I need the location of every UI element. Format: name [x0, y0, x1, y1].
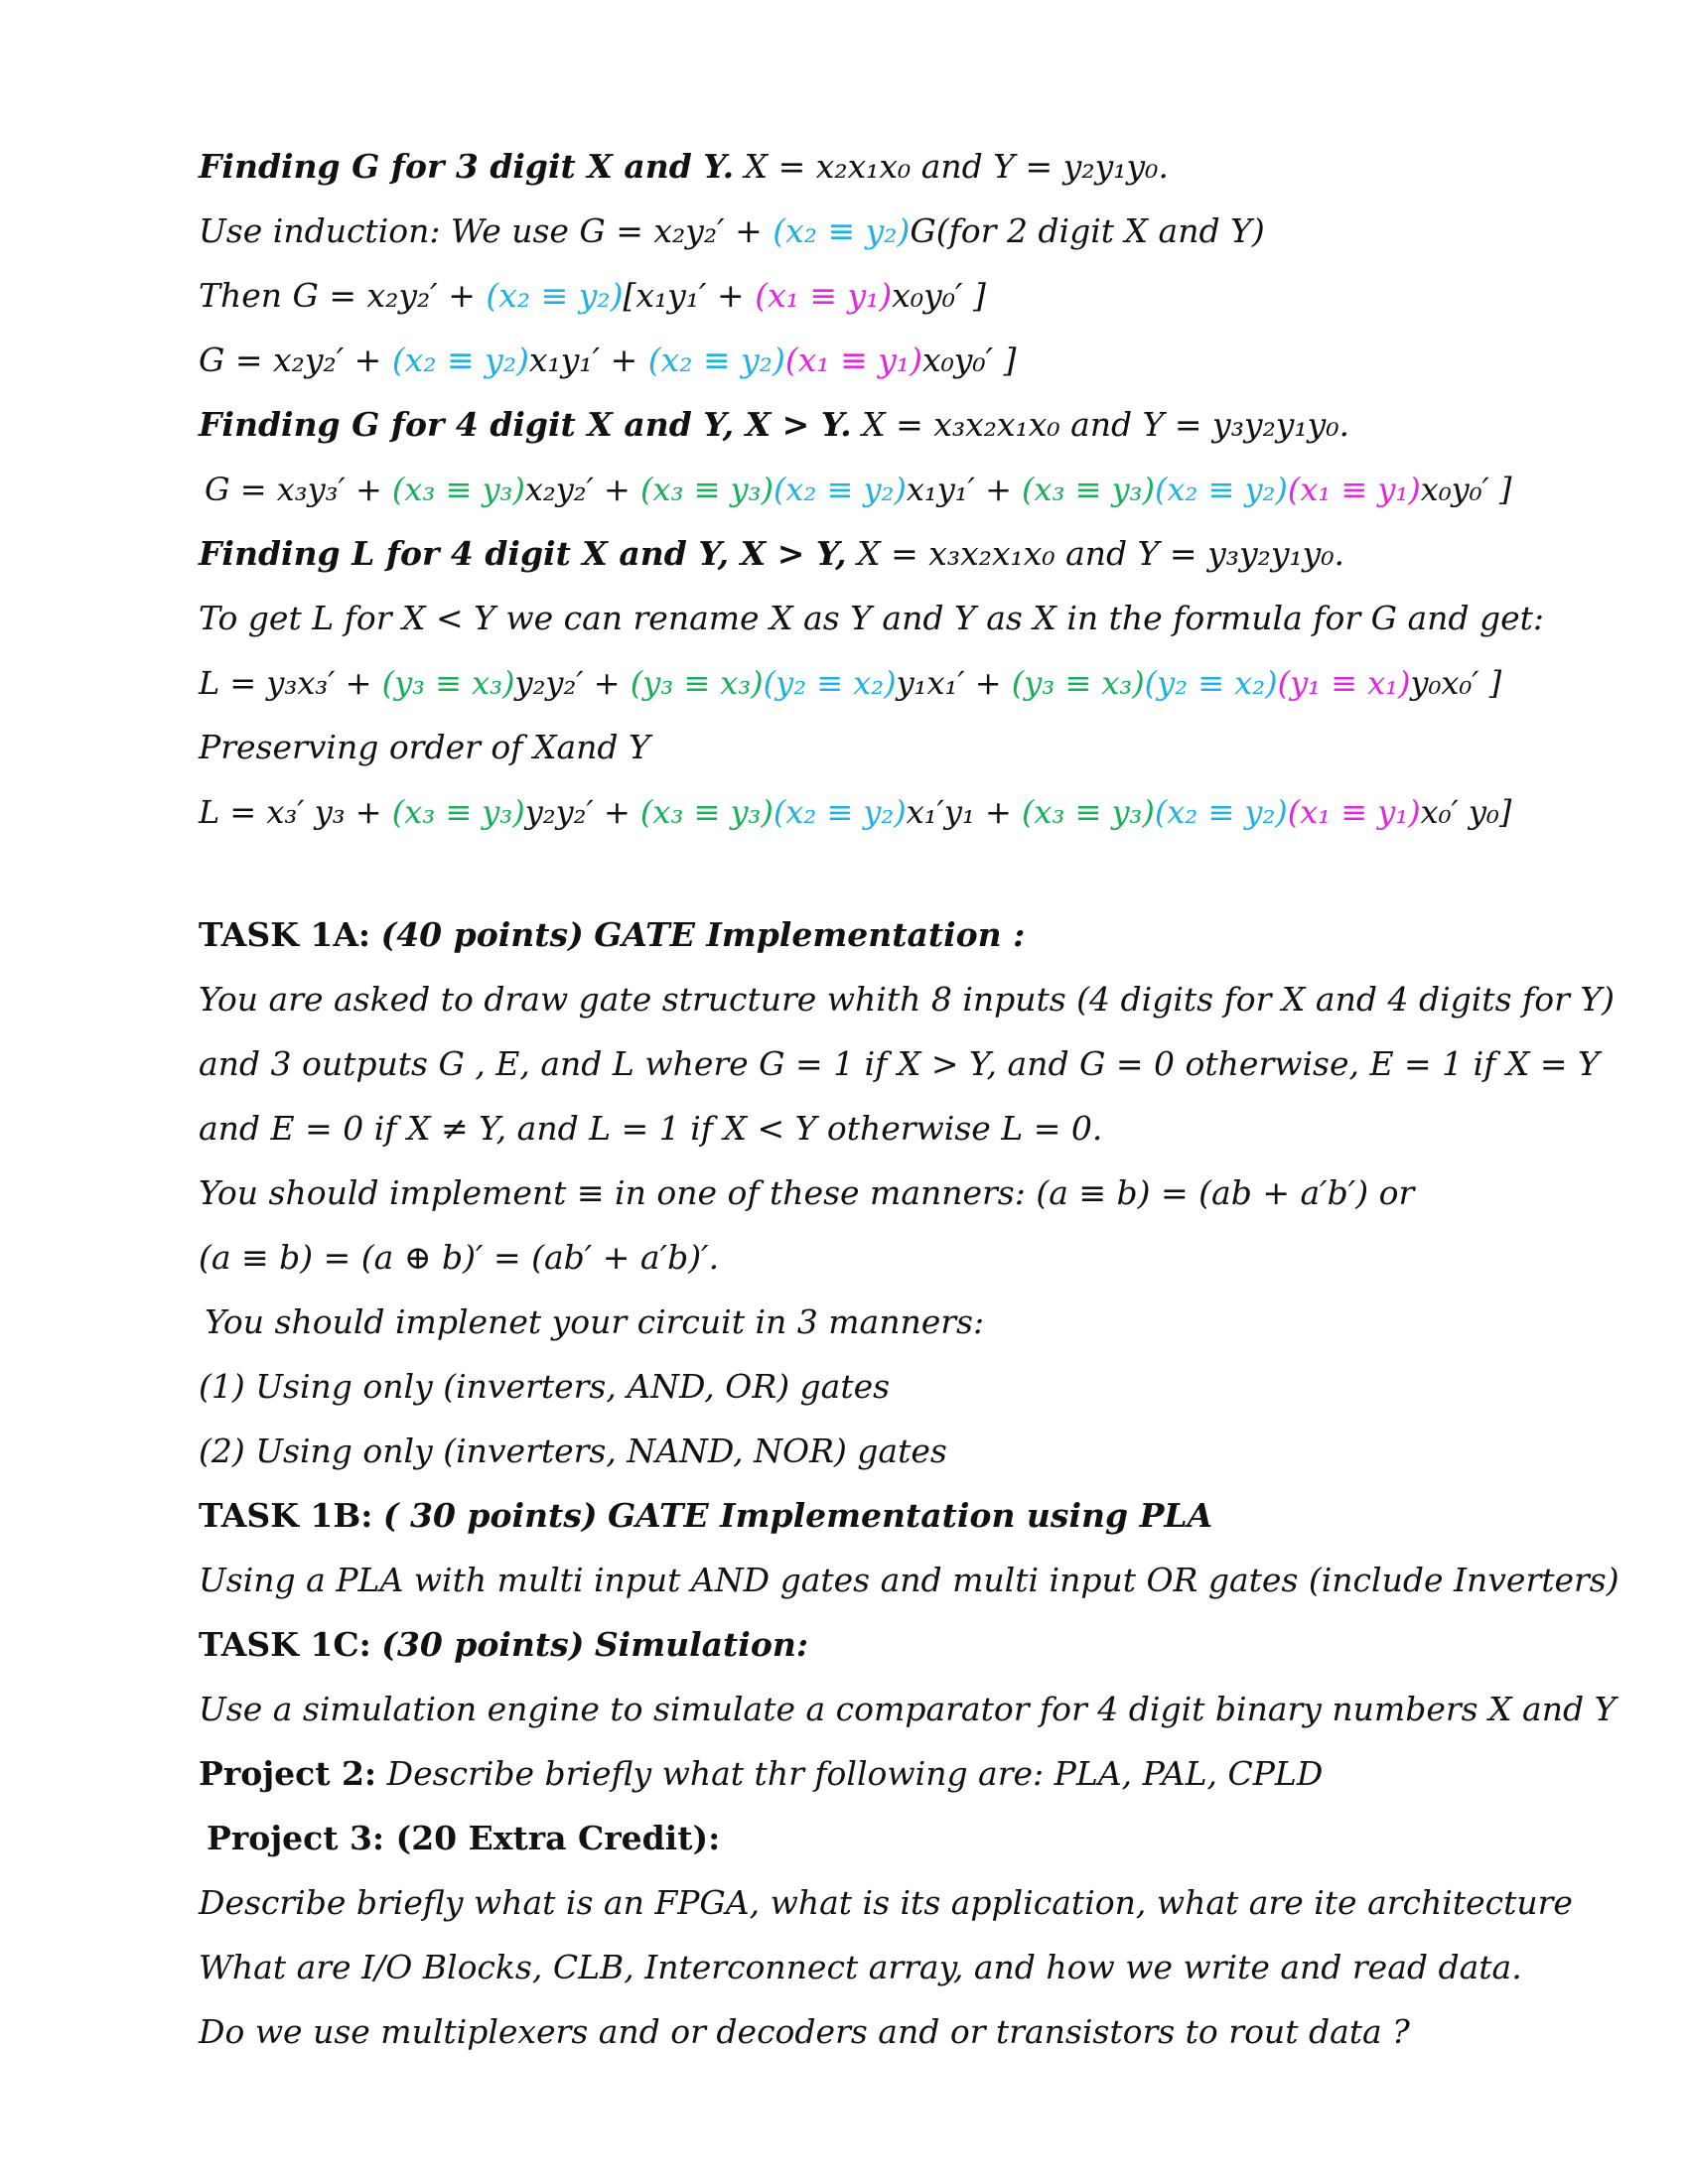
- then-magenta: (x₁ ≡ y₁): [755, 276, 893, 315]
- heading-g-3-digit-def: X = x₂x₁x₀ and Y = y₂y₁y₀.: [744, 147, 1169, 186]
- g4-green1: (x₃ ≡ y₃): [391, 471, 525, 508]
- task-1c-points: (30 points): [381, 1625, 585, 1664]
- l4-b: y₁x₁′ +: [896, 664, 1012, 702]
- task-1b-heading: [199, 1496, 1212, 1536]
- l4-pre: L = y₃x₃′ +: [199, 664, 382, 702]
- project-2-text: Describe briefly what thr following are: PLA, PAL, CPLD: [386, 1754, 1324, 1793]
- l4-green1: (y₃ ≡ x₃): [381, 664, 515, 702]
- induction-pre: Use induction: We use G = x₂y₂′ +: [199, 211, 774, 250]
- task-1a-para-5: (a ≡ b) = (a ⊕ b)′ = (ab′ + a′b)′.: [199, 1238, 720, 1277]
- g4-post: x₀y₀′ ]: [1420, 471, 1512, 508]
- l4-green3: (y₃ ≡ x₃): [1011, 664, 1145, 702]
- g4-blue1: (x₂ ≡ y₂): [773, 471, 907, 508]
- preserving-order-note: Preserving order of Xand Y: [199, 728, 650, 766]
- then-post: x₀y₀′ ]: [892, 276, 986, 315]
- gexp-post: x₀y₀′ ]: [921, 341, 1017, 379]
- heading-g-3-digit: [199, 147, 1169, 187]
- task-1a-para-2: and 3 outputs G , E, and L where G = 1 if X > Y, and G = 0 otherwise, E = 1 if X = Y: [199, 1044, 1600, 1083]
- l4-blue1: (y₂ ≡ x₂): [763, 664, 897, 702]
- g4-blue2: (x₂ ≡ y₂): [1154, 471, 1288, 508]
- task-1c-label: TASK 1C:: [199, 1625, 371, 1664]
- g-expanded-line: [199, 341, 1017, 380]
- g4-magenta: (x₁ ≡ y₁): [1287, 471, 1421, 508]
- lp-green1: (x₃ ≡ y₃): [391, 793, 525, 831]
- g4-pre: G = x₃y₃′ +: [205, 471, 392, 508]
- then-mid: [x₁y₁′ +: [623, 276, 756, 315]
- task-1b-para: Using a PLA with multi input AND gates and multi input OR gates (include Inverters): [199, 1561, 1619, 1599]
- project-2-line: [199, 1754, 1323, 1794]
- gexp-blue1: (x₂ ≡ y₂): [391, 341, 529, 379]
- g4-b: x₁y₁′ +: [906, 471, 1023, 508]
- task-1a-option-2: (2) Using only (inverters, NAND, NOR) gates: [199, 1432, 947, 1470]
- heading-g-4-digit-def: X = x₃x₂x₁x₀ and Y = y₃y₂y₁y₀.: [862, 405, 1350, 444]
- gexp-mid: x₁y₁′ +: [528, 341, 648, 379]
- g4-green2: (x₃ ≡ y₃): [640, 471, 774, 508]
- project-3-para-3: Do we use multiplexers and or decoders and or transistors to rout data ?: [199, 2012, 1410, 2051]
- project-3-para-1: Describe briefly what is an FPGA, what is its application, what are ite architecture: [199, 1883, 1573, 1922]
- lp-a: y₂y₂′ +: [524, 793, 640, 831]
- heading-l-4-digit: [199, 534, 1344, 574]
- task-1a-para-4: You should implement ≡ in one of these manners: (a ≡ b) = (ab + a′b′) or: [199, 1173, 1415, 1212]
- task-1c-heading: [199, 1625, 808, 1665]
- induction-line: [199, 211, 1265, 251]
- task-1a-para-6: You should implenet your circuit in 3 manners:: [205, 1302, 985, 1341]
- lp-blue1: (x₂ ≡ y₂): [773, 793, 907, 831]
- l4-a: y₂y₂′ +: [514, 664, 631, 702]
- then-g-line: [199, 276, 986, 316]
- lp-blue2: (x₂ ≡ y₂): [1154, 793, 1288, 831]
- project-3-para-2: What are I/O Blocks, CLB, Interconnect array, and how we write and read data.: [199, 1948, 1522, 1986]
- gexp-magenta: (x₁ ≡ y₁): [784, 341, 922, 379]
- g4-a: x₂y₂′ +: [524, 471, 641, 508]
- heading-g-3-digit-title: Finding G for 3 digit X and Y.: [199, 147, 735, 186]
- then-pre: Then G = x₂y₂′ +: [199, 276, 487, 315]
- l4-green2: (y₃ ≡ x₃): [630, 664, 764, 702]
- heading-g-4-digit: [199, 405, 1349, 445]
- g-4-digit-formula: [205, 470, 1511, 509]
- l-4-digit-formula: [199, 663, 1501, 703]
- lp-magenta: (x₁ ≡ y₁): [1287, 793, 1421, 831]
- task-1b-points: ( 30 points): [382, 1496, 598, 1535]
- project-2-label: Project 2:: [199, 1754, 377, 1793]
- l4-blue2: (y₂ ≡ x₂): [1144, 664, 1278, 702]
- lp-green2: (x₃ ≡ y₃): [639, 793, 774, 831]
- heading-g-4-digit-title: Finding G for 4 digit X and Y, X > Y.: [199, 405, 852, 444]
- lp-pre: L = x₃′ y₃ +: [199, 793, 392, 831]
- heading-l-4-digit-def: X = x₃x₂x₁x₀ and Y = y₃y₂y₁y₀.: [857, 534, 1345, 573]
- heading-l-4-digit-title: Finding L for 4 digit X and Y, X > Y,: [199, 534, 847, 573]
- lp-post: x₀′ y₀]: [1420, 793, 1512, 831]
- task-1c-title: Simulation:: [594, 1625, 809, 1664]
- task-1a-option-1: (1) Using only (inverters, AND, OR) gates: [199, 1367, 891, 1406]
- induction-blue-term: (x₂ ≡ y₂): [773, 211, 911, 250]
- lp-b: x₁′y₁ +: [906, 793, 1022, 831]
- lp-green3: (x₃ ≡ y₃): [1021, 793, 1155, 831]
- task-1a-label: TASK 1A:: [199, 915, 371, 954]
- project-3-heading: Project 3: (20 Extra Credit):: [207, 1819, 721, 1857]
- task-1a-para-1: You are asked to draw gate structure whith 8 inputs (4 digits for X and 4 digits for Y): [199, 980, 1615, 1019]
- task-1a-title: GATE Implementation :: [594, 915, 1026, 954]
- gexp-pre: G = x₂y₂′ +: [199, 341, 392, 379]
- task-1a-para-3: and E = 0 if X ≠ Y, and L = 1 if X < Y otherwise L = 0.: [199, 1109, 1103, 1148]
- task-1a-heading: [199, 915, 1025, 955]
- task-1b-label: TASK 1B:: [199, 1496, 373, 1535]
- induction-post: G(for 2 digit X and Y): [910, 211, 1265, 250]
- then-blue: (x₂ ≡ y₂): [486, 276, 624, 315]
- rename-note: To get L for X < Y we can rename X as Y and Y as X in the formula for G and get:: [199, 599, 1545, 637]
- gexp-blue2: (x₂ ≡ y₂): [647, 341, 785, 379]
- l-preserved-formula: [199, 792, 1511, 832]
- task-1b-title: GATE Implementation using PLA: [607, 1496, 1213, 1535]
- task-1c-para: Use a simulation engine to simulate a comparator for 4 digit binary numbers X and Y: [199, 1690, 1617, 1728]
- task-1a-points: (40 points): [380, 915, 584, 954]
- l4-magenta: (y₁ ≡ x₁): [1277, 664, 1411, 702]
- l4-post: y₀x₀′ ]: [1410, 664, 1502, 702]
- g4-green3: (x₃ ≡ y₃): [1022, 471, 1155, 508]
